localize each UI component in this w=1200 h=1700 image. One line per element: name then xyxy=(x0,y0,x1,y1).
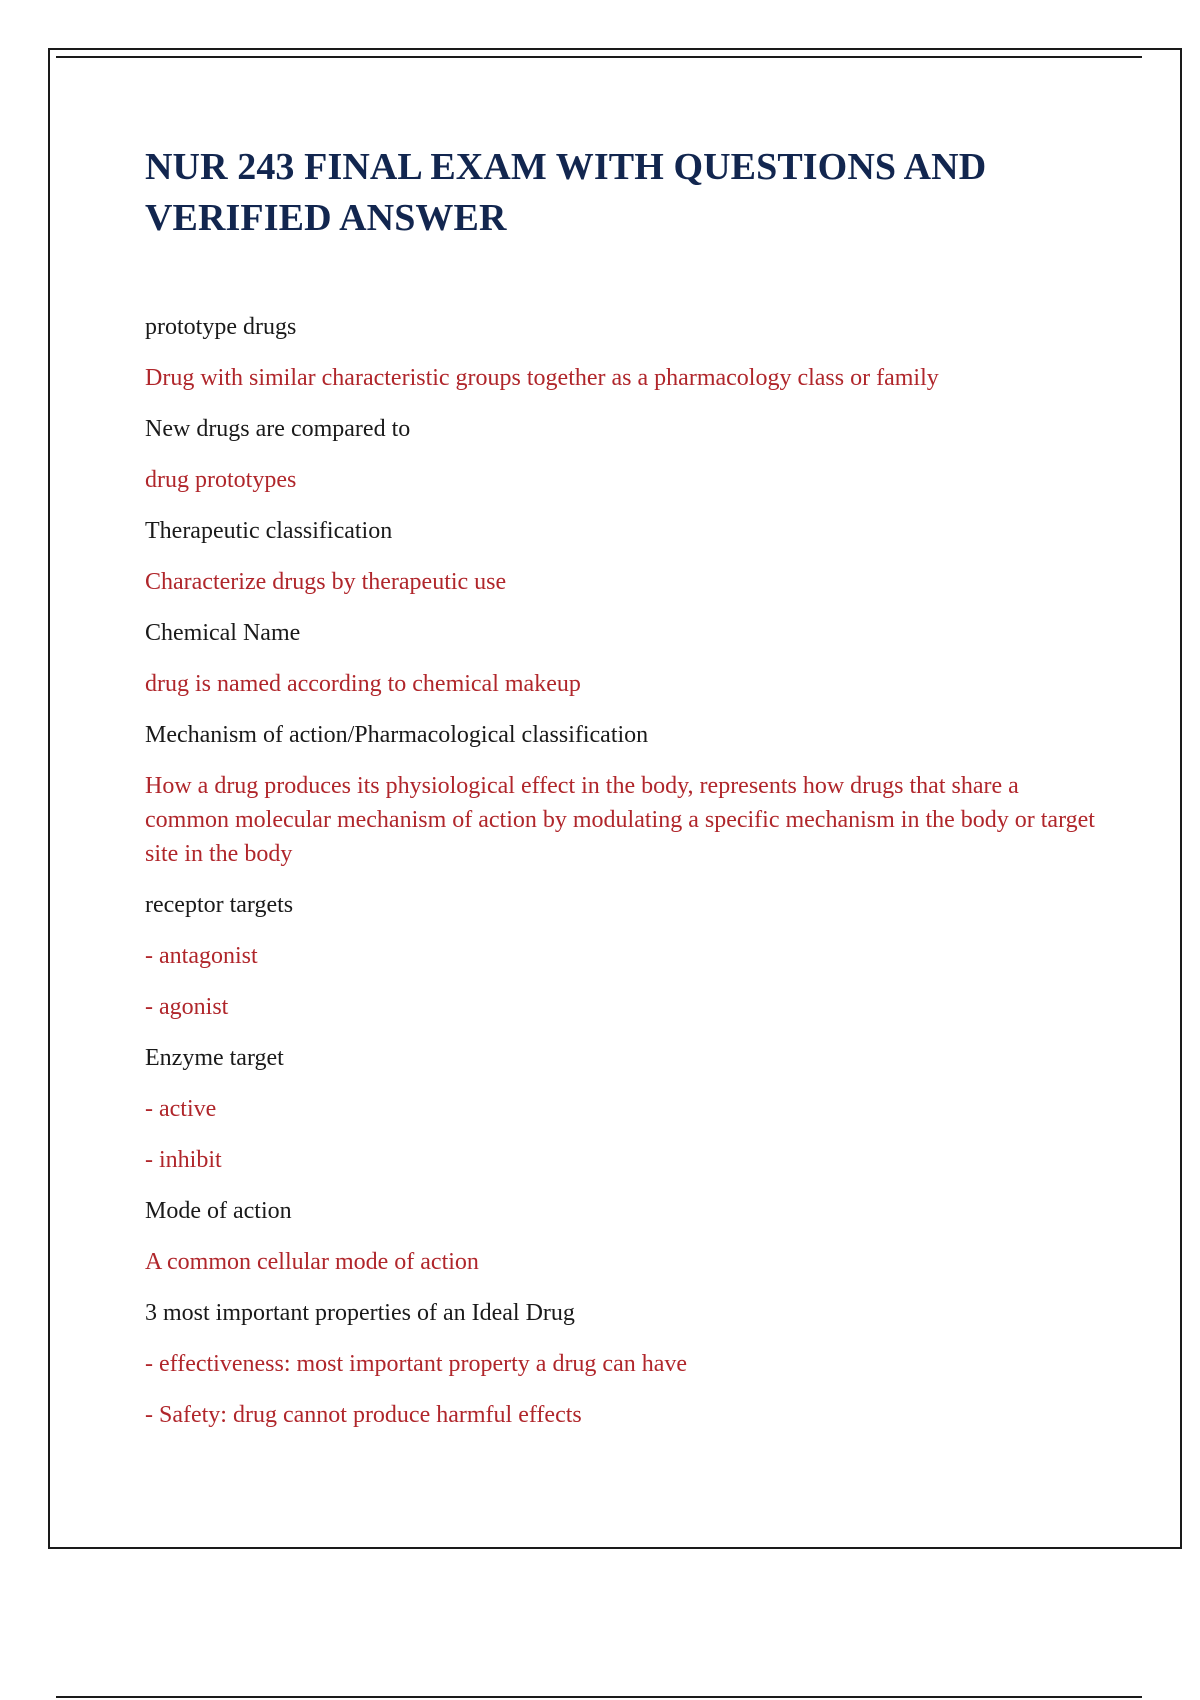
answer-list-item: - agonist xyxy=(145,994,229,1020)
question-term: receptor targets xyxy=(145,892,294,918)
question-term: New drugs are compared to xyxy=(145,416,411,442)
question-term: Therapeutic classification xyxy=(145,518,393,544)
answer-list-item: - active xyxy=(145,1096,217,1122)
answer-text: drug is named according to chemical makeup xyxy=(145,671,581,697)
answer-list-item: - inhibit xyxy=(145,1147,222,1173)
answer-text: drug prototypes xyxy=(145,467,297,493)
answer-list-item: - antagonist xyxy=(145,943,258,969)
question-term: 3 most important properties of an Ideal Drug xyxy=(145,1300,575,1326)
answer-text: A common cellular mode of action xyxy=(145,1249,479,1275)
qa-list xyxy=(145,310,1095,1432)
question-term: Mode of action xyxy=(145,1198,292,1224)
bottom-rule xyxy=(56,1696,1142,1698)
question-term: Enzyme target xyxy=(145,1045,284,1071)
question-term: prototype drugs xyxy=(145,314,297,340)
question-term: Chemical Name xyxy=(145,620,301,646)
page-title: NUR 243 FINAL EXAM WITH QUESTIONS AND VERIFIED ANSWER xyxy=(145,146,987,239)
answer-list-item: - Safety: drug cannot produce harmful effects xyxy=(145,1402,582,1428)
document-content xyxy=(145,142,1095,1449)
answer-text: How a drug produces its physiological effect in the body, represents how drugs that share a common molecular mechanism of action by modulating a specific mechanism in the body or target site in the body xyxy=(145,773,1095,867)
answer-text: Characterize drugs by therapeutic use xyxy=(145,569,507,595)
answer-text: Drug with similar characteristic groups together as a pharmacology class or family xyxy=(145,365,939,391)
question-term: Mechanism of action/Pharmacological classification xyxy=(145,722,649,748)
answer-list-item: - effectiveness: most important property a drug can have xyxy=(145,1351,688,1377)
